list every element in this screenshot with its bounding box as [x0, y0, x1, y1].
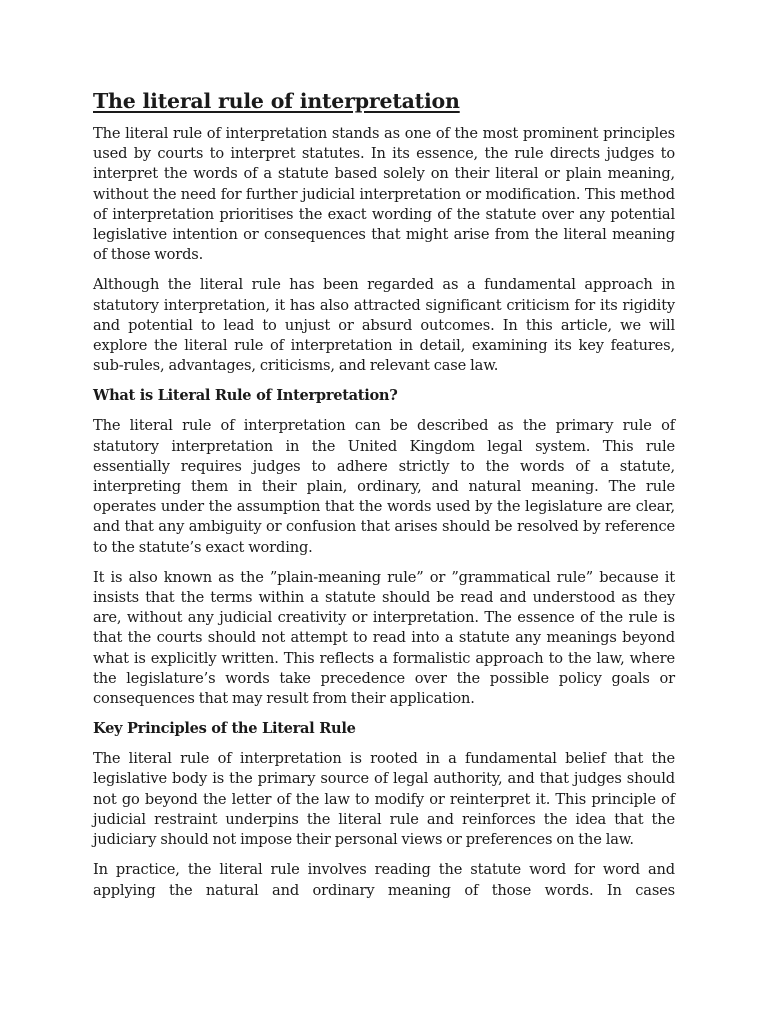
intro-paragraph-1: The literal rule of interpretation stands as one of the most prominent principles used by courts to interpret statutes. In its essence, the rule directs judges to interpret the words of a statute based solely on their literal or plain meaning, without the need for further judicial interpretation or modification. This method of interpretation prioritises the exact wording of the statute over any potential legislative intention or consequences that might arise from the literal meaning of those words. [93, 125, 675, 264]
principles-paragraph-1: The literal rule of interpretation is rooted in a fundamental belief that the legislative body is the primary source of legal authority, and that judges should not go beyond the letter of the law to modify or reinterpret it. This principle of judicial restraint underpins the literal rule and reinforces the idea that the judiciary should not impose their personal views or preferences on the law. [93, 750, 675, 849]
document-page [93, 87, 675, 911]
document-title: The literal rule of interpretation [93, 89, 460, 113]
section-heading-key-principles: Key Principles of the Literal Rule [93, 720, 356, 738]
definition-paragraph-2: It is also known as the ”plain-meaning rule” or ”grammatical rule” because it insists that the terms within a statute should be read and understood as they are, without any judicial creativity or interpretation. The essence of the rule is that the courts should not attempt to read into a statute any meanings beyond what is explicitly written. This reflects a formalistic approach to the law, where the legislature’s words take precedence over the possible policy goals or consequences that may result from their application. [93, 568, 675, 708]
section-heading-what-is-literal-rule: What is Literal Rule of Interpretation? [93, 387, 398, 405]
definition-paragraph-1: The literal rule of interpretation can be described as the primary rule of statutory interpretation in the United Kingdom legal system. This rule essentially requires judges to adhere strictly to the words of a statute, interpreting them in their plain, ordinary, and natural meaning. The rule operates under the assumption that the words used by the legislature are clear, and that any ambiguity or confusion that arises should be resolved by reference to the statute’s exact wording. [93, 417, 675, 556]
intro-paragraph-2: Although the literal rule has been regarded as a fundamental approach in statutory interpretation, it has also attracted significant criticism for its rigidity and potential to lead to unjust or absurd outcomes. In this article, we will explore the literal rule of interpretation in detail, examining its key features, sub-rules, advantages, criticisms, and relevant case law. [93, 276, 675, 375]
principles-paragraph-2: In practice, the literal rule involves reading the statute word for word and applying the natural and ordinary meaning of those words. In cases [93, 861, 675, 899]
